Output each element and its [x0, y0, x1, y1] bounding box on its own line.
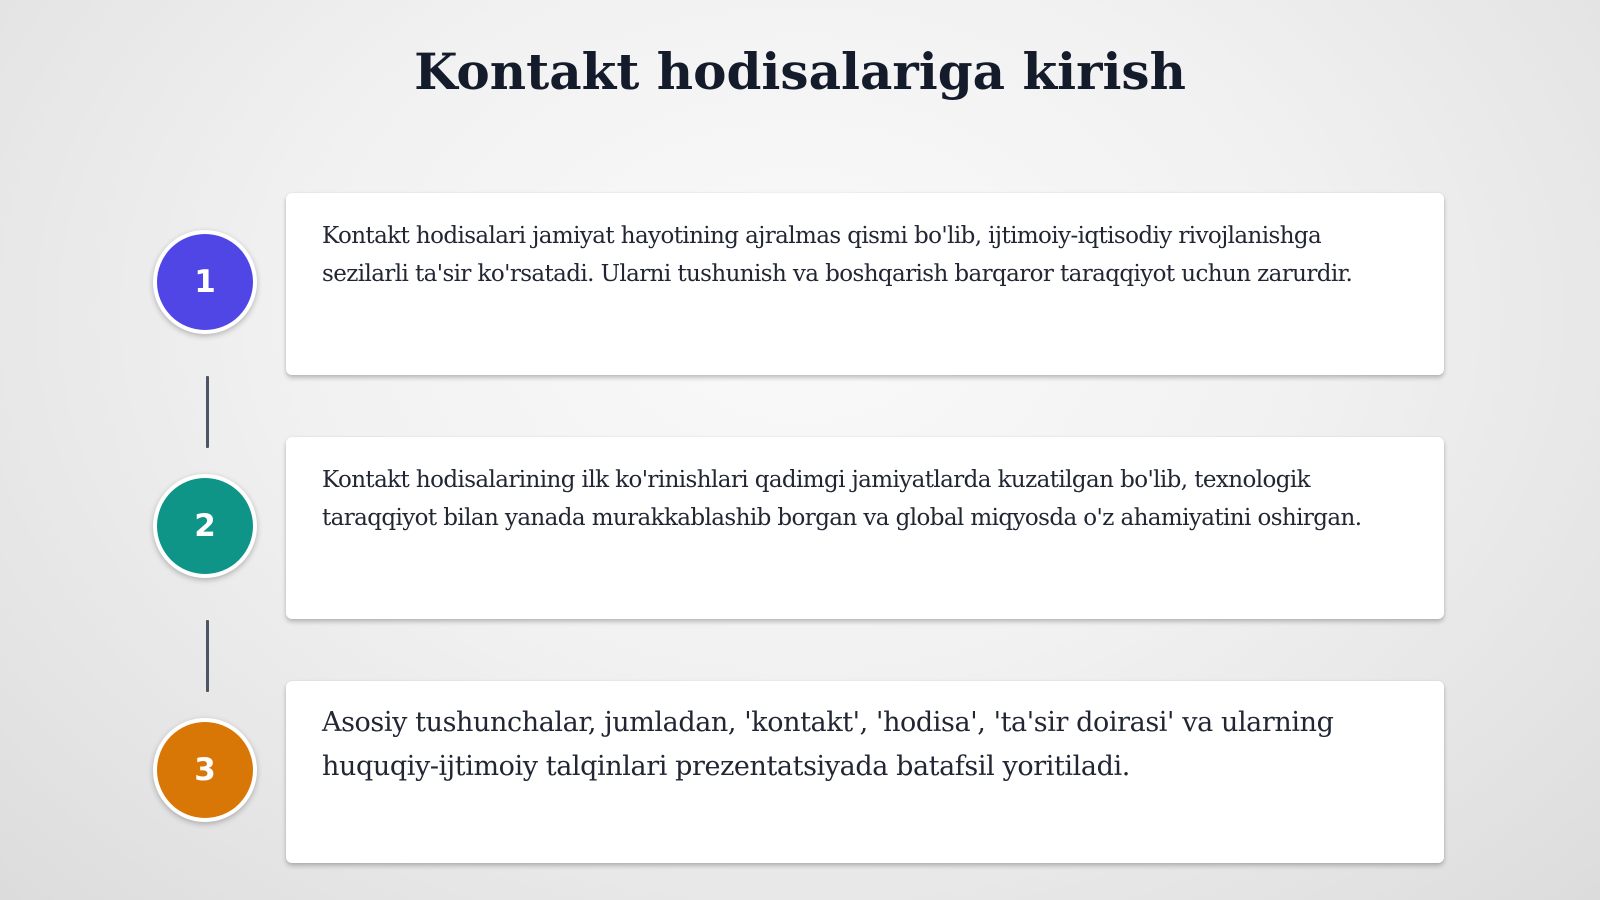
step-3-badge — [153, 718, 257, 822]
timeline-connector — [206, 620, 209, 692]
step-number: 2 — [194, 508, 216, 544]
step-1-card — [286, 193, 1444, 375]
step-1-badge — [153, 230, 257, 334]
step-2-badge — [153, 474, 257, 578]
step-number: 1 — [194, 264, 216, 300]
step-number: 3 — [194, 752, 216, 788]
step-2-card — [286, 437, 1444, 619]
slide-title: Kontakt hodisalariga kirish — [414, 42, 1186, 101]
step-3-card — [286, 681, 1444, 863]
step-2-text: Kontakt hodisalarining ilk ko'rinishlari qadimgi jamiyatlarda kuzatilgan bo'lib, texnologik taraqqiyot bilan yanada murakkablashib borgan va global miqyosda o'z ahamiyatini oshirgan. — [322, 467, 1362, 531]
step-1-text: Kontakt hodisalari jamiyat hayotining ajralmas qismi bo'lib, ijtimoiy-iqtisodiy rivojlanishga sezilarli ta'sir ko'rsatadi. Ularni tushunish va boshqarish barqaror taraqqiyot uchun zarurdir. — [322, 223, 1353, 287]
timeline-connector — [206, 376, 209, 448]
step-3-text: Asosiy tushunchalar, jumladan, 'kontakt', 'hodisa', 'ta'sir doirasi' va ularning huquqiy-ijtimoiy talqinlari prezentatsiyada batafsil yoritiladi. — [322, 707, 1334, 782]
